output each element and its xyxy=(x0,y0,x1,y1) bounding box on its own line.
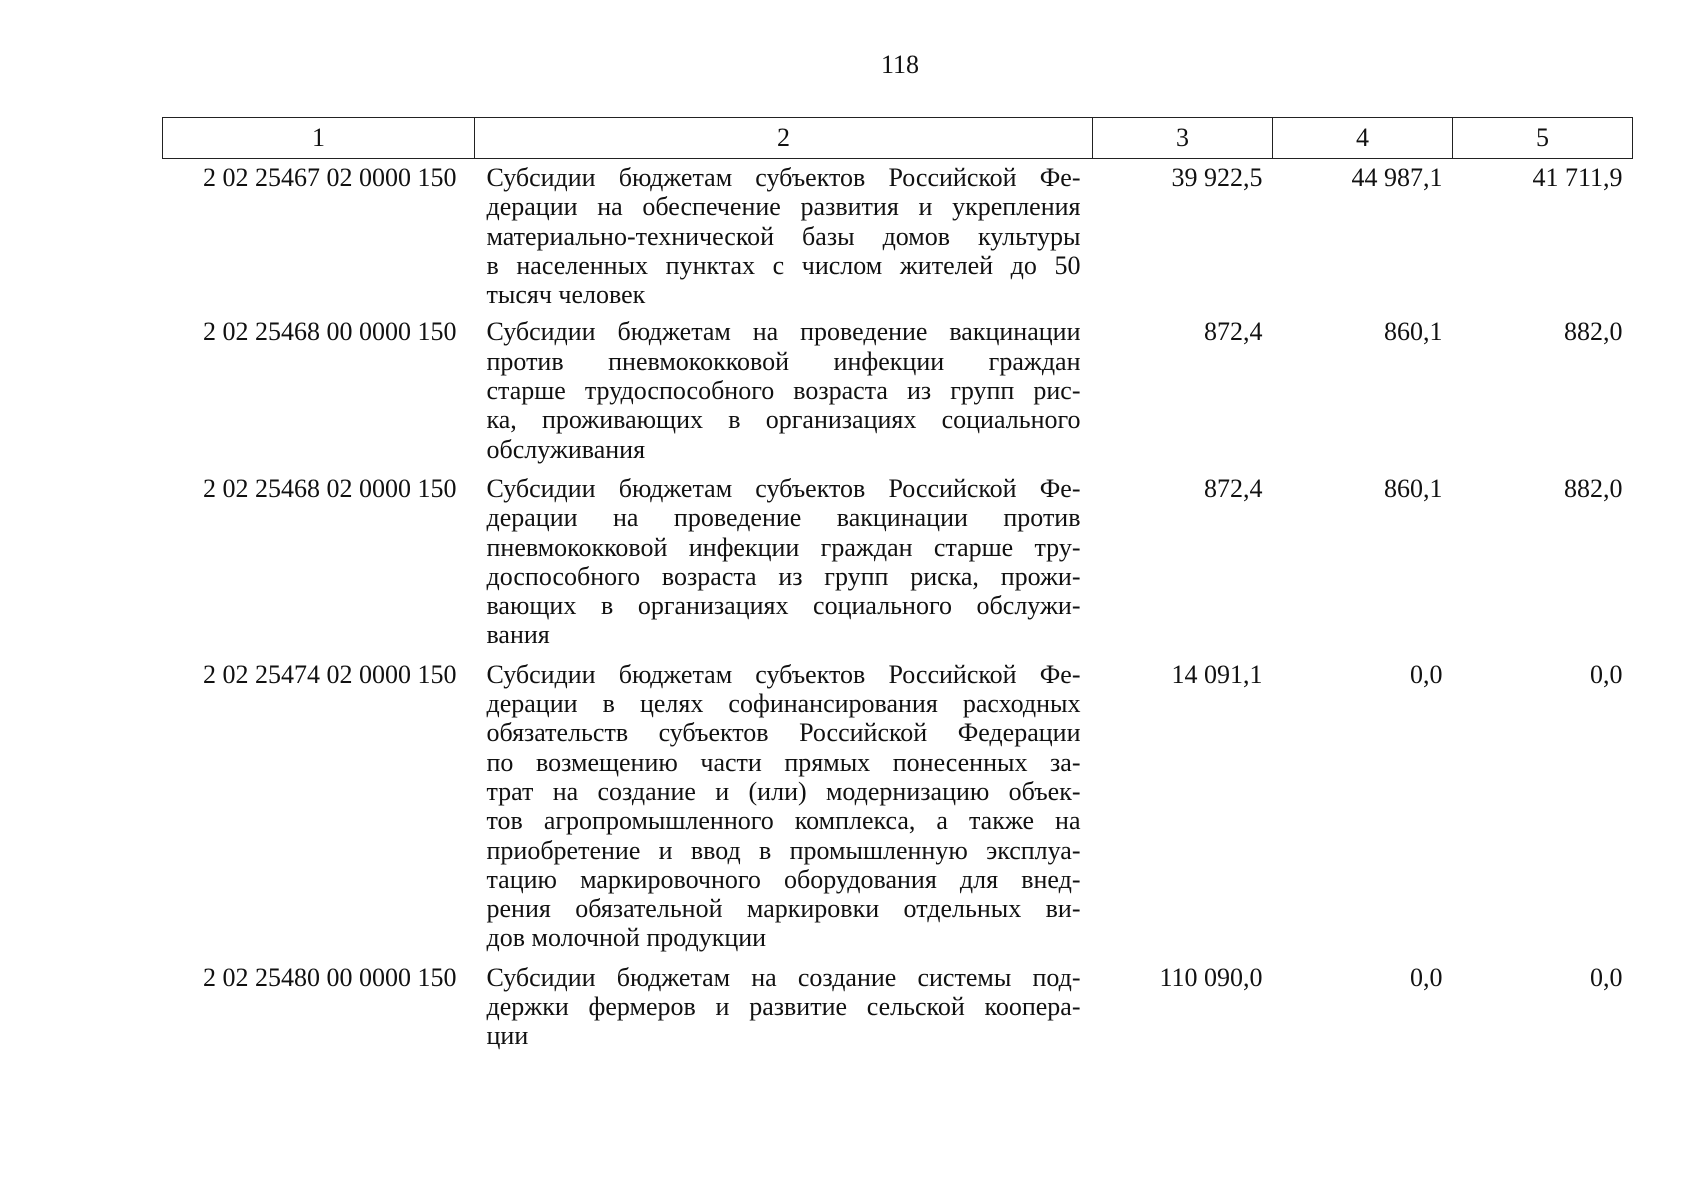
description-line: тысяч человек xyxy=(486,280,646,310)
description-line: дерации на проведение вакцинации против xyxy=(486,503,1081,533)
description-line: дерации на обеспечение развития и укрепления xyxy=(486,192,1081,222)
table-row xyxy=(163,159,1633,318)
budget-code-cell: 2 02 25468 02 0000 150 xyxy=(203,473,457,503)
amount-col-4-cell: 860,1 xyxy=(1384,317,1443,347)
amount-col-3-cell: 14 091,1 xyxy=(1171,659,1263,689)
description-line: Субсидии бюджетам субъектов Российской Фе- xyxy=(486,473,1081,503)
description-line: по возмещению части прямых понесенных за- xyxy=(486,747,1081,777)
amount-col-3-cell: 872,4 xyxy=(1204,473,1263,503)
amount-col-5-cell: 41 711,9 xyxy=(1532,163,1623,192)
table-row xyxy=(163,317,1633,473)
amount-col-3-cell: 872,4 xyxy=(1204,317,1263,347)
amount-col-4-cell: 0,0 xyxy=(1410,659,1443,689)
description-line: материально-технической базы домов культуры xyxy=(486,221,1081,251)
header-col-2: 2 xyxy=(475,118,1093,159)
description-line: в населенных пунктах с числом жителей до 50 xyxy=(486,250,1081,280)
amount-col-5-cell: 882,0 xyxy=(1564,317,1623,347)
description-line: дерации в целях софинансирования расходных xyxy=(486,689,1081,719)
budget-code-cell: 2 02 25474 02 0000 150 xyxy=(203,659,457,689)
page-number: 118 xyxy=(880,50,920,79)
budget-code-cell: 2 02 25468 00 0000 150 xyxy=(203,317,457,347)
amount-col-3-cell: 110 090,0 xyxy=(1159,962,1263,992)
description-line: тов агропромышленного комплекса, а также на xyxy=(486,806,1081,836)
description-line: обязательств субъектов Российской Федерации xyxy=(486,718,1081,748)
description-cell xyxy=(475,317,1093,473)
description-line: тацию маркировочного оборудования для внед- xyxy=(486,864,1081,894)
table-body xyxy=(163,159,1633,1061)
description-cell xyxy=(475,963,1093,1061)
table-header xyxy=(163,118,1633,159)
header-col-1: 1 xyxy=(163,118,475,159)
description-cell xyxy=(475,474,1093,660)
amount-col-3-cell: 39 922,5 xyxy=(1171,163,1263,192)
description-line: рения обязательной маркировки отдельных ви- xyxy=(486,894,1081,924)
description-cell xyxy=(475,159,1093,318)
table-row xyxy=(163,963,1633,1061)
description-line: пневмококковой инфекции граждан старше тру- xyxy=(486,532,1081,562)
description-line: дов молочной продукции xyxy=(486,923,767,953)
description-line: обслуживания xyxy=(486,434,646,464)
amount-col-4-cell: 0,0 xyxy=(1410,962,1443,992)
amount-col-5-cell: 882,0 xyxy=(1564,473,1623,503)
budget-table xyxy=(162,117,1633,1061)
description-line: Субсидии бюджетам на проведение вакцинации xyxy=(486,317,1081,347)
description-line: вающих в организациях социального обслужи- xyxy=(486,591,1081,621)
budget-code-cell: 2 02 25467 02 0000 150 xyxy=(203,163,457,192)
description-line: Субсидии бюджетам субъектов Российской Фе- xyxy=(486,163,1081,192)
amount-col-5-cell: 0,0 xyxy=(1590,659,1623,689)
amount-col-4-cell: 860,1 xyxy=(1384,473,1443,503)
description-line: против пневмококковой инфекции граждан xyxy=(486,346,1081,376)
description-line: ка, проживающих в организациях социального xyxy=(486,405,1081,435)
header-row xyxy=(163,118,1633,159)
table-row xyxy=(163,660,1633,963)
description-line: трат на создание и (или) модернизацию объек- xyxy=(486,776,1081,806)
description-line: Субсидии бюджетам субъектов Российской Фе- xyxy=(486,659,1081,689)
description-line: держки фермеров и развитие сельской коопера- xyxy=(486,992,1081,1022)
description-line: старше трудоспособного возраста из групп рис- xyxy=(486,376,1081,406)
header-col-5: 5 xyxy=(1453,118,1633,159)
description-cell xyxy=(475,660,1093,963)
description-line: Субсидии бюджетам на создание системы под- xyxy=(486,962,1081,992)
description-line: доспособного возраста из групп риска, прожи- xyxy=(486,561,1081,591)
description-line: вания xyxy=(486,620,550,650)
table-row xyxy=(163,474,1633,660)
header-col-4: 4 xyxy=(1273,118,1453,159)
header-col-3: 3 xyxy=(1093,118,1273,159)
amount-col-4-cell: 44 987,1 xyxy=(1351,163,1443,192)
budget-code-cell: 2 02 25480 00 0000 150 xyxy=(203,962,457,992)
description-line: ции xyxy=(486,1021,529,1051)
amount-col-5-cell: 0,0 xyxy=(1590,962,1623,992)
description-line: приобретение и ввод в промышленную эксплуа- xyxy=(486,835,1081,865)
